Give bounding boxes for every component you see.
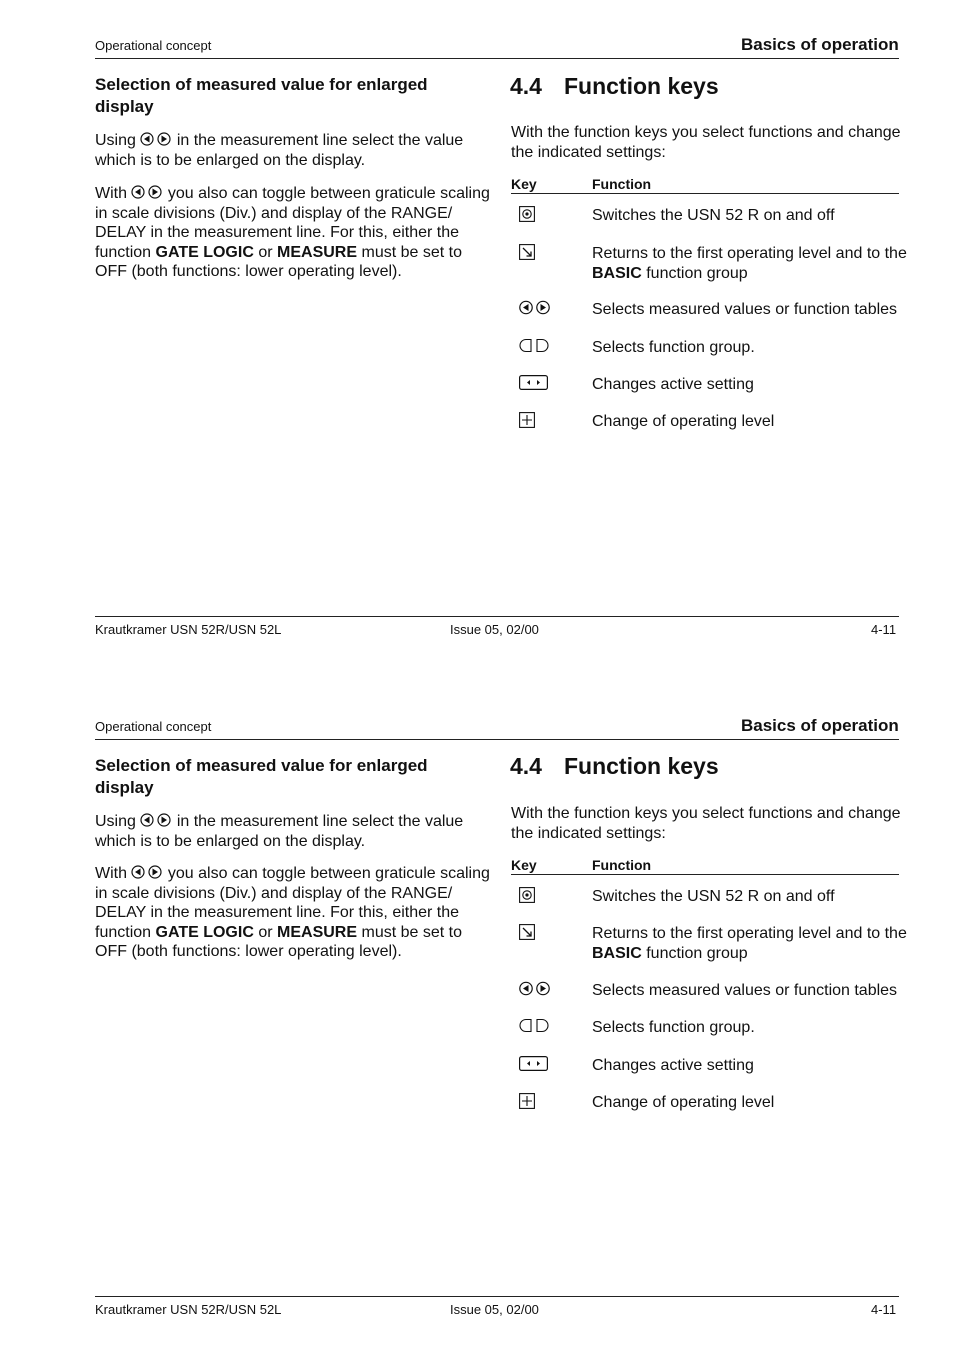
key-description: Switches the USN 52 R on and off xyxy=(592,207,835,224)
key-description: Changes active setting xyxy=(592,1057,754,1074)
return-key-icon xyxy=(519,244,535,260)
section-title: 4.4 Function keys xyxy=(510,753,719,779)
column-header-key: Key xyxy=(511,857,537,873)
key-description: Returns to the first operating level and to the BASIC function group xyxy=(592,925,907,962)
power-key-icon xyxy=(519,206,535,222)
header-left: Operational concept xyxy=(95,38,212,53)
footer-rule xyxy=(95,616,899,617)
footer-center: Issue 05, 02/00 xyxy=(450,1302,539,1317)
key-description: Returns to the first operating level and to the BASIC function group xyxy=(592,245,907,282)
power-key-icon xyxy=(519,887,535,903)
left-paragraph-1: Using in the measurement line select the value which is to be enlarged on the display. xyxy=(95,132,464,169)
footer-page-number: 4-11 xyxy=(871,622,897,637)
key-description: Switches the USN 52 R on and off xyxy=(592,888,835,905)
section-intro: With the function keys you select functions and change the indicated settings: xyxy=(511,124,901,161)
left-heading: Selection of measured value for enlarged display xyxy=(95,756,428,797)
page-top xyxy=(0,0,954,675)
footer-center: Issue 05, 02/00 xyxy=(450,622,539,637)
table-rule xyxy=(511,193,899,194)
header-right: Basics of operation xyxy=(741,35,899,54)
filled-arrow-keys-icon xyxy=(140,132,172,146)
setting-key-icon xyxy=(519,1056,548,1071)
level-key-icon xyxy=(519,412,535,428)
header-rule xyxy=(95,739,899,740)
key-description: Change of operating level xyxy=(592,413,775,430)
footer-page-number: 4-11 xyxy=(871,1302,897,1317)
key-description: Changes active setting xyxy=(592,376,754,393)
return-key-icon xyxy=(519,924,535,940)
footer-left: Krautkramer USN 52R/USN 52L xyxy=(95,1302,282,1317)
table-rule xyxy=(511,874,899,875)
column-header-function: Function xyxy=(592,857,652,873)
filled-arrow-keys-icon xyxy=(519,981,551,996)
left-paragraph-2: With you also can toggle between graticule scaling in scale divisions (Div.) and display of the RANGE/ DELAY in the measurement line. For this, either the function GATE LOGIC or MEASURE must be set to OFF (both functions: lower operating level). xyxy=(95,865,490,960)
column-header-key: Key xyxy=(511,176,537,192)
key-description: Selects function group. xyxy=(592,1019,755,1036)
left-paragraph-1: Using in the measurement line select the value which is to be enlarged on the display. xyxy=(95,813,464,850)
filled-arrow-keys-icon xyxy=(519,300,551,315)
header-right: Basics of operation xyxy=(741,716,899,735)
header-rule xyxy=(95,58,899,59)
column-header-function: Function xyxy=(592,176,652,192)
key-description: Selects measured values or function tables xyxy=(592,301,898,318)
outline-arrow-keys-icon xyxy=(519,1018,551,1033)
filled-arrow-keys-icon xyxy=(140,813,172,827)
section-intro: With the function keys you select functions and change the indicated settings: xyxy=(511,805,901,842)
footer-left: Krautkramer USN 52R/USN 52L xyxy=(95,622,282,637)
setting-key-icon xyxy=(519,375,548,390)
key-description: Selects measured values or function tables xyxy=(592,982,898,999)
outline-arrow-keys-icon xyxy=(519,338,551,353)
level-key-icon xyxy=(519,1093,535,1109)
key-description: Change of operating level xyxy=(592,1094,775,1111)
header-left: Operational concept xyxy=(95,719,212,734)
page-bottom xyxy=(0,681,954,1356)
filled-arrow-keys-icon xyxy=(131,185,163,199)
key-description: Selects function group. xyxy=(592,339,755,356)
left-paragraph-2: With you also can toggle between graticule scaling in scale divisions (Div.) and display of the RANGE/ DELAY in the measurement line. For this, either the function GATE LOGIC or MEASURE must be set to OFF (both functions: lower operating level). xyxy=(95,185,490,280)
left-heading: Selection of measured value for enlarged display xyxy=(95,75,428,116)
section-title: 4.4 Function keys xyxy=(510,73,719,99)
filled-arrow-keys-icon xyxy=(131,865,163,879)
footer-rule xyxy=(95,1296,899,1297)
